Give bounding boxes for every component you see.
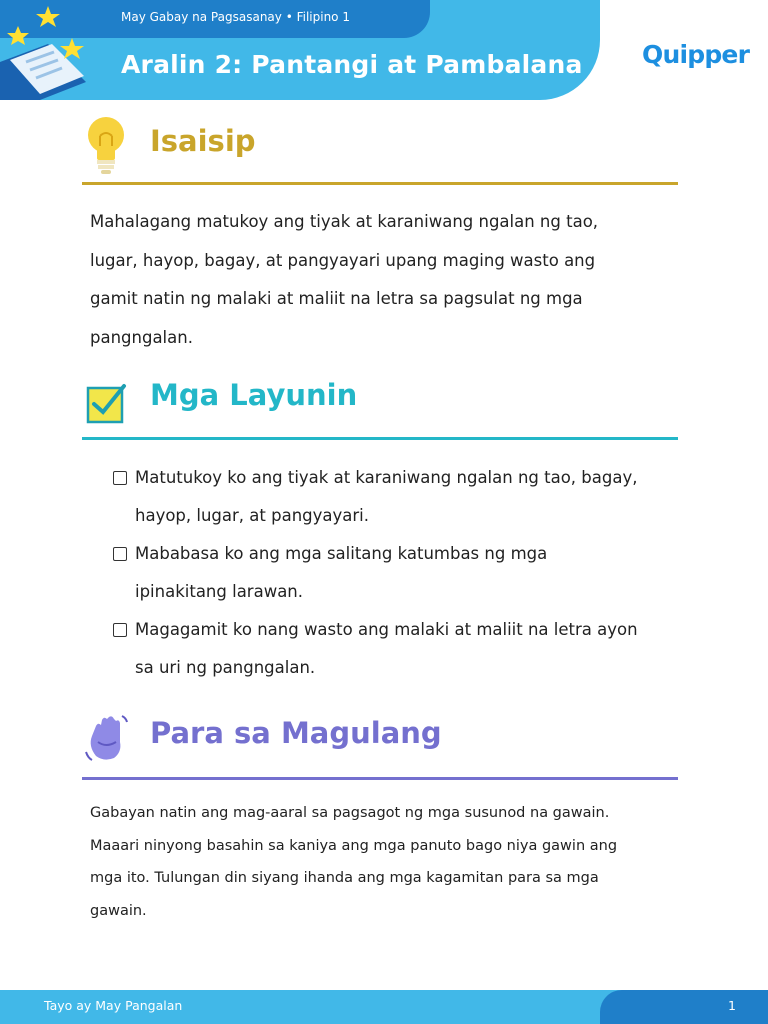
footer-page-tab — [600, 990, 768, 1024]
text-line: Magagamit ko nang wasto ang malaki at maliit na letra ayon — [135, 620, 638, 639]
series-label: May Gabay na Pagsasanay • Filipino 1 — [121, 10, 350, 24]
text-line: mga ito. Tulungan din siyang ihanda ang mga kagamitan para sa mga — [90, 870, 599, 886]
text-line: lugar, hayop, bagay, at pangyayari upang maging wasto ang — [90, 250, 596, 270]
text-line: Maaari ninyong basahin sa kaniya ang mga panuto bago niya gawin ang — [90, 837, 618, 854]
text-line: hayop, lugar, at pangyayari. — [135, 506, 369, 525]
text-line: Matutukoy ko ang tiyak at karaniwang ngalan ng tao, bagay, — [135, 468, 638, 487]
magulang-paragraph — [90, 797, 680, 927]
text-line: pangngalan. — [90, 327, 193, 347]
section-title-isaisip: Isaisip — [150, 124, 256, 158]
brand-logo: Quipper — [642, 40, 750, 69]
lightbulb-icon — [84, 114, 128, 176]
section-divider-isaisip — [82, 182, 678, 185]
checklist-icon — [84, 382, 134, 426]
footer-title: Tayo ay May Pangalan — [44, 998, 183, 1013]
objective-item — [113, 611, 683, 687]
checkbox-icon[interactable] — [113, 547, 127, 561]
page-number: 1 — [728, 998, 736, 1013]
checkbox-icon[interactable] — [113, 623, 127, 637]
text-line: Mababasa ko ang mga salitang katumbas ng mga — [135, 544, 548, 563]
section-divider-layunin — [82, 437, 678, 440]
checkbox-icon[interactable] — [113, 471, 127, 485]
section-divider-magulang — [82, 777, 678, 780]
section-title-magulang: Para sa Magulang — [150, 716, 442, 750]
objective-item — [113, 459, 683, 535]
waving-hand-icon — [84, 712, 130, 766]
lesson-title: Aralin 2: Pantangi at Pambalana — [121, 50, 583, 79]
objective-item — [113, 535, 683, 611]
text-line: Gabayan natin ang mag-aaral sa pagsagot ng mga susunod na gawain. — [90, 805, 610, 821]
text-line: gamit natin ng malaki at maliit na letra sa pagsulat ng mga — [90, 289, 583, 308]
text-line: gawain. — [90, 902, 147, 919]
text-line: ipinakitang larawan. — [135, 582, 304, 601]
text-line: Mahalagang matukoy ang tiyak at karaniwang ngalan ng tao, — [90, 212, 599, 231]
stars-and-paper-decoration-icon — [0, 0, 115, 100]
isaisip-paragraph — [90, 203, 680, 357]
objectives-list — [113, 459, 683, 687]
section-title-layunin: Mga Layunin — [150, 378, 358, 412]
text-line: sa uri ng pangngalan. — [135, 658, 316, 677]
